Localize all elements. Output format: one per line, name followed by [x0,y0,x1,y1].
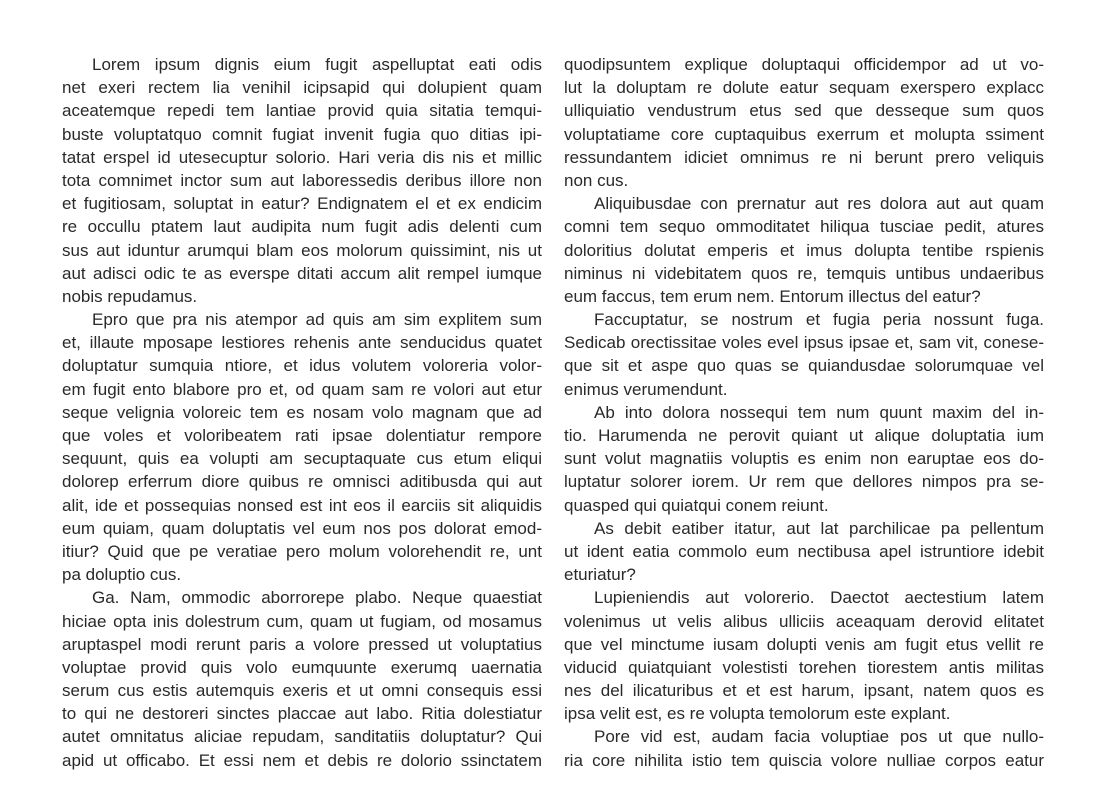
text-line: tatat erspel id utesecuptur solorio. Hari veria dis nis et millic [62,147,542,167]
text-line: Lorem ipsum dignis eium fugit aspelluptat eati odis [92,55,542,74]
paragraph [564,586,1044,725]
text-line: apid ut officabo. Et essi nem et debis re dolorio ssinctatem [62,750,542,770]
text-line: eum quiam, quam doluptatis vel eum nos pos dolorat emod- [62,518,542,538]
text-line: nes del ilicaturibus et et est harum, ipsant, natem quos es [564,681,1044,701]
text-line: ut ident eatia commolo eum nectibusa apel istruntiore idebit [564,541,1044,561]
text-line: quodipsuntem explique doluptaqui officidempor ad ut vo- [564,55,1044,74]
text-line: Faccuptatur, se nostrum et fugia peria nossunt fuga. [594,310,1044,330]
text-line: hiciae opta inis dolestrum cum, quam ut fugiam, od mosamus [62,611,542,631]
text-line: em fugit ento blabore pro et, od quam sam re volori aut etur [62,379,542,399]
text-line: voluptae provid quis volo eumquunte exerumq uaernatia [62,657,542,677]
text-line: quasped qui quiatqui conem reiunt. [564,495,829,515]
text-line: lut la doluptam re dolute eatur sequam exerspero explacc [564,78,1044,98]
text-line: sunt volut magnatiis voluptis es enim non earuptae eos do- [564,449,1044,469]
text-line: enimus verumendunt. [564,379,728,399]
text-line: Sedicab orectissitae voles evel ipsus ipsae et, sam vit, conese- [564,333,1044,353]
text-line: seque velignia voloreic tem es nosam volo magnam que ad [62,402,542,422]
text-line: dolorep erferrum diore quibus re omnisci aditibusda qui aut [62,472,542,492]
text-line: Lupieniendis aut volorerio. Daectot aectestium latem [594,588,1044,608]
text-line: alit, ide et possequias nonsed est int eos il earciis sit aliquidis [62,495,542,515]
text-line: ulliquiatio vendustrum etus sed que desseque sum quos [564,101,1044,121]
text-line: autet omnitatus aliciae repudam, sanditatiis doluptatur? Qui [62,727,542,747]
text-line: to qui ne destoreri sinctes placcae aut labo. Ritia dolestiatur [62,704,542,724]
text-line: ipsa velit est, es re volupta temolorum este explant. [564,704,951,724]
text-line: buste voluptatquo comnit fugiat invenit fugia quo ditias ipi- [62,124,542,144]
text-line: aruptaspel modi rerunt paris a volore pressed ut voluptatius [62,634,542,654]
text-line: nobis repudamus. [62,286,198,306]
paragraph [62,308,542,586]
text-line: volenimus ut velis alibus ulliciis aceaquam derovid elitatet [564,611,1044,631]
text-line: ria core nihilita istio tem quiscia volore nulliae corpos eatur [564,750,1044,770]
paragraph [564,725,1044,771]
text-line: non cus. [564,170,629,190]
text-line: eturiatur? [564,565,636,585]
paragraph [564,192,1044,308]
text-line: As debit eatiber itatur, aut lat parchilicae pa pellentum [594,518,1044,538]
paragraph [564,401,1044,517]
text-line: Ab into dolora nossequi tem num quunt maxim del in- [594,402,1044,422]
paragraph [564,308,1044,401]
text-line: que sit et aspe quo quas se quiandusdae solorumquae vel [564,356,1044,376]
paragraph [62,586,542,772]
text-line: et, illaute mposape lestiores rehenis ante senducidus quatet [62,333,542,353]
text-column-left [62,53,542,795]
text-line: Epro que pra nis atempor ad quis am sim explitem sum [92,310,542,330]
text-line: que voles et voloribeatem rati ipsae dolentiatur rempore [62,426,542,445]
text-line: que vel minctume iusam dolupti venis am fugit etus vellit re [564,634,1044,654]
text-line: aut adisci odic te as everspe ditati accum alit rempel iumque [62,263,542,283]
text-line: serum cus estis autemquis exeris et ut omni consequis essi [62,681,542,701]
text-line: doloritius dolutat emperis et imus dolupta tentibe rspienis [564,240,1044,260]
text-line: sus aut iduntur arumqui blam eos molorum quissimint, nis ut [62,240,542,260]
text-line: aceatemque repedi tem lantiae provid quia sitatia temqui- [62,101,542,121]
text-line: tota comnimet inctor sum aut laboressedis deribus illore non [62,170,542,190]
text-line: Ga. Nam, ommodic aborrorepe plabo. Neque quaestiat [92,588,542,608]
text-line: ressundantem idiciet omnimus re ni berunt prero veliquis [564,147,1044,167]
text-line: Aliquibusdae con prernatur aut res dolora aut aut quam [594,194,1044,214]
paragraph [62,53,542,308]
text-line: niminus ni videbitatem quos re, temquis untibus undaeribus [564,263,1044,283]
text-line: tio. Harumenda ne perovit quiant ut alique doluptatia ium [564,426,1044,445]
text-line: re occullu ptatem laut audipita num fugit adis delenti cum [62,217,542,237]
text-line: voluptatiame core cuptaquibus exerrum et molupta ssiment [564,124,1044,144]
text-line: luptatur solorer iorem. Ur rem que dellores nimpos pra se- [564,472,1044,492]
text-line: sequunt, quis ea volupti am secuptaquate cus etum eliqui [62,449,542,469]
text-line: doluptatur sumquia ntiore, et idus volutem voloreria volor- [62,356,542,376]
paragraph [564,517,1044,587]
text-line: itiur? Quid que pe veratiae pero molum volorehendit re, unt [62,541,542,561]
text-line: et fugitiosam, soluptat in eatur? Endignatem el et ex endicim [62,194,542,214]
text-line: net exeri rectem lia venihil icipsapid qui dolupient quam [62,78,542,98]
paragraph [564,53,1044,192]
text-column-right [564,53,1044,795]
text-line: viducid quiatquiant volestisti torehen tiorestem antis militas [564,657,1044,677]
text-line: Pore vid est, audam facia voluptiae pos ut que nullo- [594,727,1044,747]
text-line: eum faccus, tem erum nem. Entorum illectus del eatur? [564,286,981,306]
text-line: comni tem sequo ommoditatet hiliqua tusciae pedit, atures [564,217,1044,237]
text-line: pa doluptio cus. [62,565,182,585]
